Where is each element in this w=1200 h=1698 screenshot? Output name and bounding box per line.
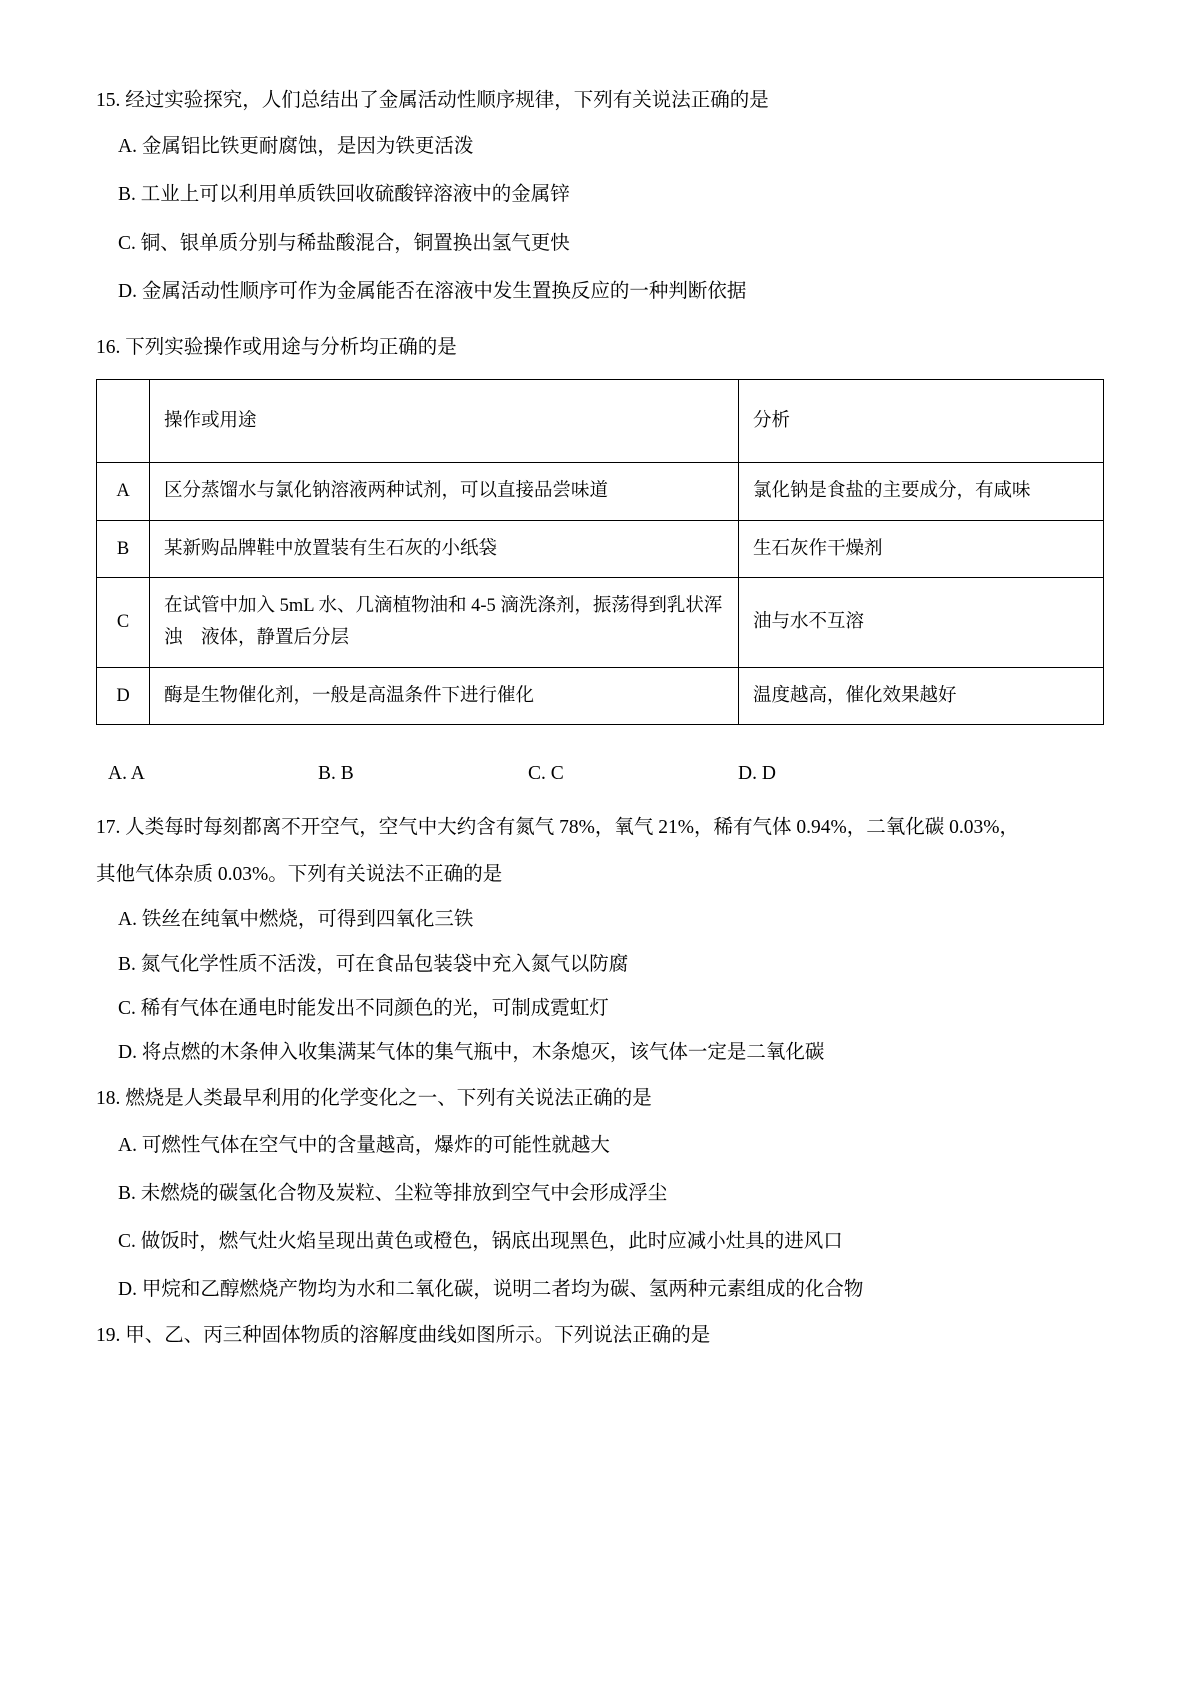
question-15-option-d: D. 金属活动性顺序可作为金属能否在溶液中发生置换反应的一种判断依据 [118,280,747,302]
question-18-option-a: A. 可燃性气体在空气中的含量越高，爆炸的可能性就越大 [118,1134,610,1156]
spacer [96,725,1104,763]
question-16 [96,333,1104,785]
spacer [96,1068,1104,1084]
table-cell-analysis-c: 油与水不互溶 [739,578,1104,668]
question-19 [96,1321,1104,1351]
question-19-stem: 19. 甲、乙、丙三种固体物质的溶解度曲线如图所示。下列说法正确的是 [96,1325,711,1347]
spacer [96,307,1104,333]
question-18-option-c: C. 做饭时，燃气灶火焰呈现出黄色或橙色，锅底出现黑色，此时应减小灶具的进风口 [118,1231,843,1252]
question-16-answer-choices [96,763,1104,785]
table-header-operation: 操作或用途 [150,380,739,463]
spacer [96,1305,1104,1321]
question-16-choice-c: C. C [528,763,564,785]
experiment-table [96,379,1104,725]
question-17-option-c: C. 稀有气体在通电时能发出不同颜色的光，可制成霓虹灯 [118,997,609,1019]
table-header-blank [97,380,150,463]
question-15-stem: 15. 经过实验探究，人们总结出了金属活动性顺序规律，下列有关说法正确的是 [96,90,769,111]
question-16-stem: 16. 下列实验操作或用途与分析均正确的是 [96,337,457,359]
question-17-option-d: D. 将点燃的木条伸入收集满某气体的集气瓶中，木条熄灭，该气体一定是二氧化碳 [118,1042,825,1064]
question-15-option-a: A. 金属铝比铁更耐腐蚀，是因为铁更活泼 [118,136,474,158]
table-cell-operation-d: 酶是生物催化剂，一般是高温条件下进行催化 [150,667,739,724]
table-row [97,667,1104,724]
question-18 [96,1084,1104,1305]
table-row [97,578,1104,668]
table-cell-analysis-a: 氯化钠是食盐的主要成分，有咸味 [739,463,1104,520]
question-15-option-b: B. 工业上可以利用单质铁回收硫酸锌溶液中的金属锌 [118,184,570,206]
table-header-analysis: 分析 [739,380,1104,463]
question-15 [96,86,1104,307]
table-row-label-c: C [97,578,150,668]
spacer [96,785,1104,811]
table-row-label-a: A [97,463,150,520]
table-cell-operation-b: 某新购品牌鞋中放置装有生石灰的小纸袋 [150,520,739,577]
table-row-label-d: D [97,667,150,724]
table-cell-operation-a: 区分蒸馏水与氯化钠溶液两种试剂，可以直接品尝味道 [150,463,739,520]
table-cell-analysis-b: 生石灰作干燥剂 [739,520,1104,577]
table-cell-analysis-d: 温度越高，催化效果越好 [739,667,1104,724]
question-18-option-b: B. 未燃烧的碳氢化合物及炭粒、尘粒等排放到空气中会形成浮尘 [118,1182,668,1204]
question-16-choice-a: A. A [108,763,145,785]
question-17-stem-line2: 其他气体杂质 0.03%。下列有关说法不正确的是 [96,864,503,886]
question-17-stem-line1: 17. 人类每时每刻都离不开空气，空气中大约含有氮气 78%，氧气 21%，稀有气体 0.94%，二氧化碳 0.03%， [96,817,1019,839]
question-16-choice-b: B. B [318,763,354,785]
table-row [97,520,1104,577]
table-row-label-b: B [97,520,150,577]
question-17 [96,811,1104,1068]
table-row [97,463,1104,520]
question-17-option-b: B. 氮气化学性质不活泼，可在食品包装袋中充入氮气以防腐 [118,953,629,975]
question-18-option-d: D. 甲烷和乙醇燃烧产物均为水和二氧化碳，说明二者均为碳、氢两种元素组成的化合物 [118,1279,864,1301]
question-18-stem: 18. 燃烧是人类最早利用的化学变化之一、下列有关说法正确的是 [96,1088,652,1110]
question-15-option-c: C. 铜、银单质分别与稀盐酸混合，铜置换出氢气更快 [118,232,570,254]
question-17-option-a: A. 铁丝在纯氧中燃烧，可得到四氧化三铁 [118,909,474,931]
table-header-row [97,380,1104,463]
question-16-choice-d: D. D [738,763,776,785]
table-cell-operation-c: 在试管中加入 5mL 水、几滴植物油和 4-5 滴洗涤剂，振荡得到乳状浑浊 液体，静置后分层 [150,578,739,668]
